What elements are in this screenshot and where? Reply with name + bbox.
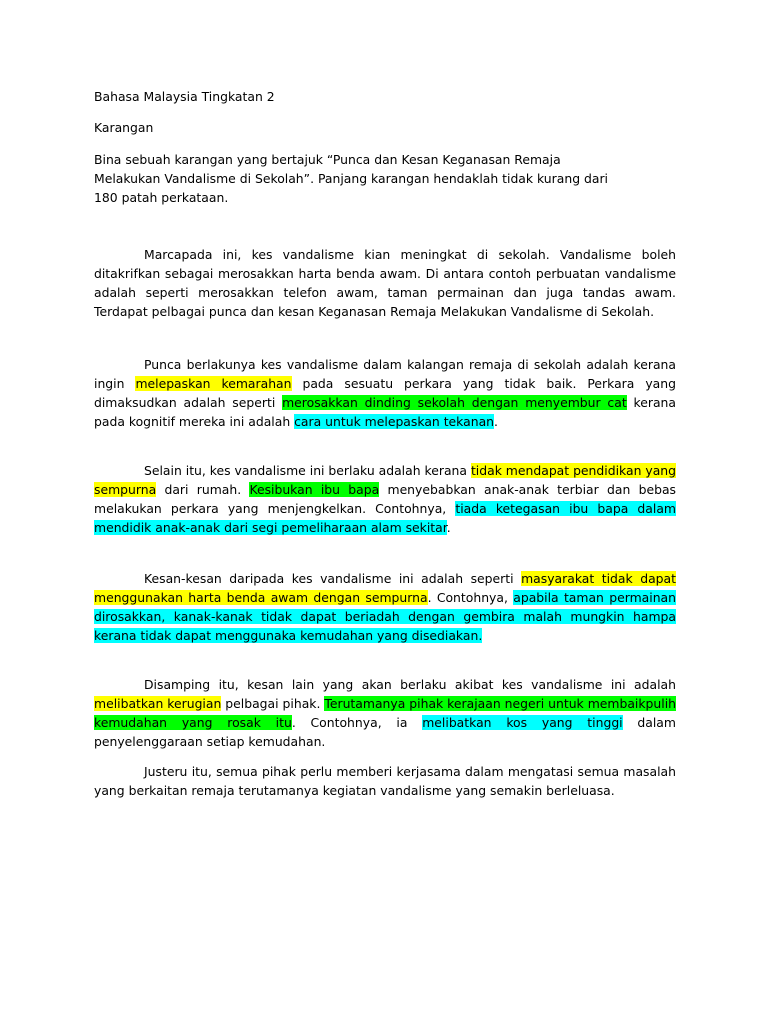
essay-prompt-line-1: Bina sebuah karangan yang bertajuk “Punca dan Kesan Keganasan Remaja bbox=[94, 152, 561, 167]
paragraph-conclusion bbox=[94, 763, 676, 801]
highlight-main-point: melibatkan kerugian bbox=[94, 695, 222, 711]
highlight-example: cara untuk melepaskan tekanan bbox=[294, 413, 495, 429]
paragraph-text: . bbox=[494, 413, 498, 429]
highlight-elaboration: merosakkan dinding sekolah dengan menyembur cat bbox=[282, 394, 627, 410]
highlight-main-point: melepaskan kemarahan bbox=[135, 375, 292, 391]
highlight-example: apabila taman permainan dirosakkan, kanak-kanak tidak dapat beriadah dengan gembira malah mungkin hampa kerana tidak dapat menggunaka kemudahan yang disediakan. bbox=[94, 589, 676, 643]
paragraph-text: pada sesuatu perkara yang tidak baik. Perkara yang dimaksudkan adalah seperti bbox=[94, 375, 676, 410]
essay-prompt-line-2: Melakukan Vandalisme di Sekolah”. Panjang karangan hendaklah tidak kurang dari bbox=[94, 171, 609, 186]
highlight-elaboration: Terutamanya pihak kerajaan negeri untuk membaikpulih kemudahan yang rosak itu bbox=[94, 695, 676, 730]
paragraph-introduction bbox=[94, 246, 676, 321]
highlight-elaboration: Kesibukan ibu bapa bbox=[249, 481, 380, 497]
paragraph-text: . Contohnya, bbox=[427, 589, 514, 605]
paragraph-text: Disamping itu, kesan lain yang akan berlaku akibat kes vandalisme ini adalah bbox=[144, 677, 676, 692]
highlight-main-point: tidak mendapat pendidikan yang sempurna bbox=[94, 463, 677, 497]
essay-type-label: Karangan bbox=[94, 120, 154, 135]
paragraph-text: Marcapada ini, kes vandalisme kian meningkat di sekolah. Vandalisme boleh ditakrifkan sebagai merosakkan harta benda awam. Di antara contoh perbuatan vandalisme adalah seperti merosakkan telefon awam, taman permainan dan juga tandas awam. Terdapat pelbagai punca dan kesan Keganasan Remaja Melakukan Vandalisme di Sekolah. bbox=[94, 247, 676, 319]
paragraph-text: Selain itu, kes vandalisme ini berlaku adalah kerana bbox=[144, 463, 471, 478]
paragraph-text: pelbagai pihak. bbox=[221, 695, 325, 711]
paragraph-text: . bbox=[446, 519, 451, 535]
paragraph-cause-2 bbox=[94, 462, 676, 537]
essay-prompt-line-3: 180 patah perkataan. bbox=[94, 190, 229, 205]
paragraph-text: menyebabkan anak-anak terbiar dan bebas melakukan perkara yang menjengkelkan. Contohnya, bbox=[94, 481, 677, 516]
paragraph-text: Justeru itu, semua pihak perlu memberi kerjasama dalam mengatasi semua masalah yang berkaitan remaja terutamanya kegiatan vandalisme yang semakin berleluasa. bbox=[94, 764, 676, 798]
paragraph-text: Punca berlakunya kes vandalisme dalam kalangan remaja di sekolah adalah kerana ingin bbox=[94, 357, 676, 391]
paragraph-text: . Contohnya, ia bbox=[291, 714, 423, 730]
paragraph-effect-2 bbox=[94, 676, 676, 751]
paragraph-text: kerana pada kognitif mereka ini adalah bbox=[94, 394, 676, 429]
highlight-main-point: masyarakat tidak dapat menggunakan harta benda awam dengan sempurna bbox=[94, 571, 676, 605]
paragraph-text: dalam penyelenggaraan setiap kemudahan. bbox=[94, 714, 676, 749]
highlight-example: tiada ketegasan ibu bapa dalam mendidik anak-anak dari segi pemeliharaan alam sekitar bbox=[94, 500, 676, 535]
highlight-example: melibatkan kos yang tinggi bbox=[422, 714, 623, 730]
paragraph-text: Kesan-kesan daripada kes vandalisme ini adalah seperti bbox=[144, 571, 522, 586]
paragraph-cause-1 bbox=[94, 356, 676, 431]
paragraph-effect-1 bbox=[94, 570, 676, 645]
paragraph-text: dari rumah. bbox=[156, 481, 250, 497]
subject-title: Bahasa Malaysia Tingkatan 2 bbox=[94, 89, 275, 104]
